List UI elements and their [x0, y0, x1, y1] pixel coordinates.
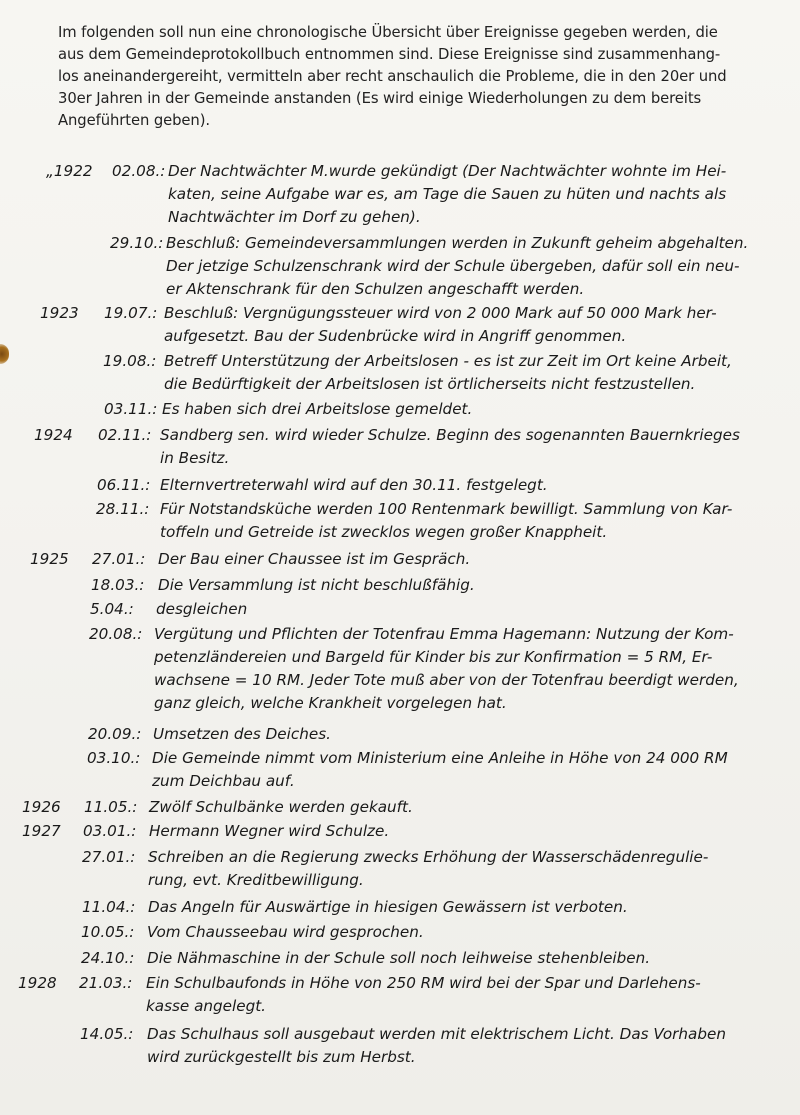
entry-text [160, 498, 732, 544]
entry-text-line: Das Schulhaus soll ausgebaut werden mit elektrischem Licht. Das Vorhaben [147, 1025, 726, 1043]
entry-text-line: Es haben sich drei Arbeitslose gemeldet. [162, 400, 473, 418]
entry-text-line: Vergütung und Pflichten der Totenfrau Emma Hagemann: Nutzung der Kom- [154, 625, 734, 643]
entry-text-line: Betreff Unterstützung der Arbeitslosen - es ist zur Zeit im Ort keine Arbeit, [164, 352, 732, 370]
entry-text-line: aufgesetzt. Bau der Sudenbrücke wird in Angriff genommen. [164, 327, 627, 345]
entry-date: 19.07.: [104, 304, 158, 322]
entry-date: 28.11.: [96, 500, 150, 518]
entry-text-line: Hermann Wegner wird Schulze. [149, 822, 390, 840]
entry-text-line: Nachtwächter im Dorf zu gehen). [168, 208, 421, 226]
entry-text-line: zum Deichbau auf. [152, 772, 295, 790]
entry-text [164, 350, 732, 396]
entry-text-line: petenzländereien und Bargeld für Kinder bis zur Konfirmation = 5 RM, Er- [154, 648, 713, 666]
entry-text [156, 598, 247, 621]
entry-year: 1928 [18, 974, 57, 992]
entry-year: 1924 [34, 426, 73, 444]
entry-date: 06.11.: [97, 476, 151, 494]
entry-text-line: Der jetzige Schulzenschrank wird der Schule übergeben, dafür soll ein neu- [166, 257, 740, 275]
entry-date: 02.08.: [112, 162, 166, 180]
entry-date: 14.05.: [80, 1025, 134, 1043]
entry-text-line: wachsene = 10 RM. Jeder Tote muß aber von der Totenfrau beerdigt werden, [154, 671, 739, 689]
entry-text-line: Der Nachtwächter M.wurde gekündigt (Der Nachtwächter wohnte im Hei- [168, 162, 727, 180]
intro-line: Angeführten geben). [58, 112, 210, 129]
entry-text-line: desgleichen [156, 600, 248, 618]
entry-text-line: Schreiben an die Regierung zwecks Erhöhung der Wasserschädenregulie- [148, 848, 709, 866]
entry-date: 11.05.: [84, 798, 138, 816]
entry-text [149, 820, 389, 843]
entry-date: 27.01.: [92, 550, 146, 568]
entry-text-line: die Bedürftigkeit der Arbeitslosen ist örtlicherseits nicht festzustellen. [164, 375, 696, 393]
entry-text [164, 302, 717, 348]
entry-text-line: kasse angelegt. [146, 997, 267, 1015]
entry-text-line: Die Nähmaschine in der Schule soll noch leihweise stehenbleiben. [147, 949, 651, 967]
intro-line: Im folgenden soll nun eine chronologische Übersicht über Ereignisse gegeben werden, die [58, 24, 718, 41]
entry-text [148, 896, 628, 919]
entry-text [148, 846, 708, 892]
entry-date: 29.10.: [110, 234, 164, 252]
entry-date: 03.01.: [83, 822, 137, 840]
entry-text [158, 548, 470, 571]
entry-text-line: katen, seine Aufgabe war es, am Tage die Sauen zu hüten und nachts als [168, 185, 727, 203]
entry-text [160, 474, 548, 497]
entry-date: 03.10.: [87, 749, 141, 767]
intro-line: los aneinandergereiht, vermitteln aber recht anschaulich die Probleme, die in den 20er und [58, 68, 727, 85]
entry-text-line: Sandberg sen. wird wieder Schulze. Beginn des sogenannten Bauernkrieges [160, 426, 740, 444]
entry-text [153, 723, 331, 746]
entry-text-line: Beschluß: Vergnügungssteuer wird von 2 000 Mark auf 50 000 Mark her- [164, 304, 717, 322]
entry-text-line: wird zurückgestellt bis zum Herbst. [147, 1048, 416, 1066]
binding-hole-mark [0, 344, 9, 364]
entry-text [162, 398, 472, 421]
entry-date: 10.05.: [81, 923, 135, 941]
entry-year: 1923 [40, 304, 79, 322]
entry-text-line: Das Angeln für Auswärtige in hiesigen Gewässern ist verboten. [148, 898, 628, 916]
entry-text-line: Die Versammlung ist nicht beschlußfähig. [158, 576, 475, 594]
entry-date: 24.10.: [81, 949, 135, 967]
entry-year: 1926 [22, 798, 61, 816]
intro-paragraph [58, 22, 758, 132]
entry-text-line: Der Bau einer Chaussee ist im Gespräch. [158, 550, 471, 568]
entry-date: 20.08.: [89, 625, 143, 643]
intro-line: aus dem Gemeindeprotokollbuch entnommen sind. Diese Ereignisse sind zusammenhang- [58, 46, 721, 63]
entry-date: 18.03.: [91, 576, 145, 594]
entry-text-line: Die Gemeinde nimmt vom Ministerium eine Anleihe in Höhe von 24 000 RM [152, 749, 728, 767]
entry-date: 27.01.: [82, 848, 136, 866]
entry-text-line: Beschluß: Gemeindeversammlungen werden in Zukunft geheim abgehalten. [166, 234, 749, 252]
entry-date: 11.04.: [82, 898, 136, 916]
entry-text-line: in Besitz. [160, 449, 230, 467]
entry-text [152, 747, 728, 793]
entry-date: 5.04.: [90, 600, 134, 618]
intro-line: 30er Jahren in der Gemeinde anstanden (Es wird einige Wiederholungen zu dem bereits [58, 90, 702, 107]
entry-date: 02.11.: [98, 426, 152, 444]
entry-text-line: rung, evt. Kreditbewilligung. [148, 871, 364, 889]
entry-text [168, 160, 726, 229]
entry-date: 21.03.: [79, 974, 133, 992]
entry-text [166, 232, 748, 301]
entry-text [147, 921, 424, 944]
entry-text [154, 623, 739, 715]
entry-text [149, 796, 413, 819]
entry-year: „1922 [46, 162, 93, 180]
entry-date: 19.08.: [103, 352, 157, 370]
entry-date: 20.09.: [88, 725, 142, 743]
entry-text-line: Für Notstandsküche werden 100 Rentenmark bewilligt. Sammlung von Kar- [160, 500, 733, 518]
entry-text [147, 1023, 726, 1069]
entry-date: 03.11.: [104, 400, 158, 418]
entry-text-line: Vom Chausseebau wird gesprochen. [147, 923, 424, 941]
entry-text-line: Elternvertreterwahl wird auf den 30.11. festgelegt. [160, 476, 548, 494]
entry-text [158, 574, 475, 597]
entry-text-line: Zwölf Schulbänke werden gekauft. [149, 798, 413, 816]
entry-text-line: Ein Schulbaufonds in Höhe von 250 RM wird bei der Spar und Darlehens- [146, 974, 701, 992]
entry-text [147, 947, 650, 970]
entry-year: 1927 [22, 822, 61, 840]
entry-text [160, 424, 740, 470]
entry-text-line: toffeln und Getreide ist zwecklos wegen großer Knappheit. [160, 523, 608, 541]
entry-year: 1925 [30, 550, 69, 568]
entry-text-line: er Aktenschrank für den Schulzen angeschafft werden. [166, 280, 585, 298]
entry-text [146, 972, 701, 1018]
entry-text-line: ganz gleich, welche Krankheit vorgelegen hat. [154, 694, 507, 712]
entry-text-line: Umsetzen des Deiches. [153, 725, 331, 743]
